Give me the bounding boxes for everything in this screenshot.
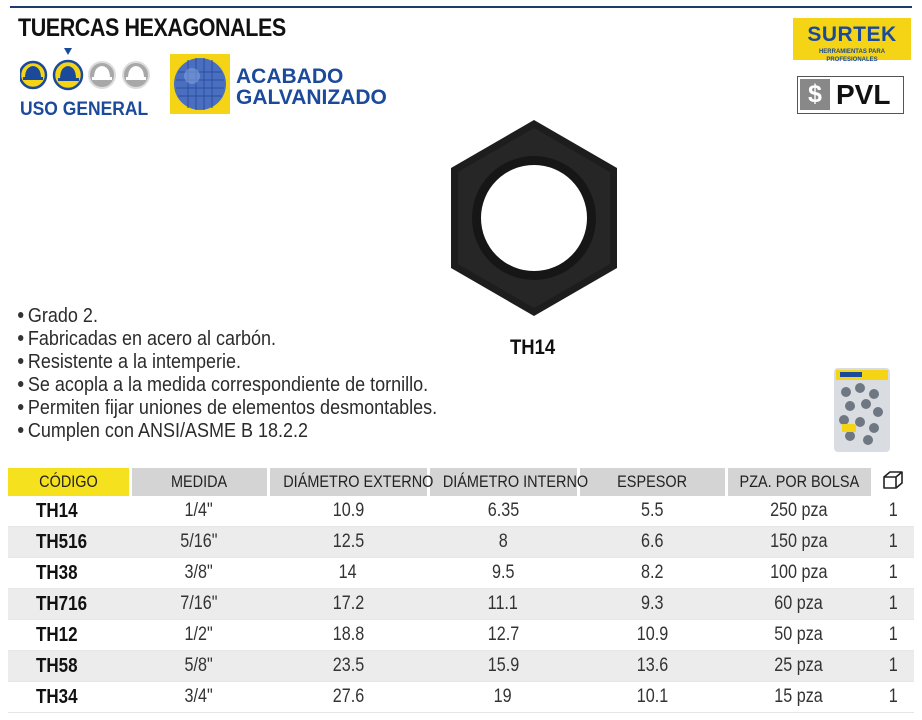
- feature-item: Resistente a la intemperie.: [18, 351, 437, 374]
- table-row: TH34 3/4" 27.6 19 10.1 15 pza 1: [8, 682, 914, 713]
- feature-list: [18, 305, 484, 443]
- price-list-badge: [797, 76, 904, 114]
- table-row: TH12 1/2" 18.8 12.7 10.9 50 pza 1: [8, 620, 914, 651]
- table-row: TH14 1/4" 10.9 6.35 5.5 250 pza 1: [8, 496, 914, 527]
- brand-tagline: HERRAMIENTAS PARA PROFESIONALES: [818, 49, 886, 63]
- feature-item: Cumplen con ANSI/ASME B 18.2.2: [18, 420, 437, 443]
- specs-table: [8, 468, 916, 713]
- brand-logo: [793, 18, 911, 63]
- feature-item: Se acopla a la medida correspondiente de tornillo.: [18, 374, 437, 397]
- bag-package-icon: [830, 366, 894, 454]
- usage-label: USO GENERAL: [20, 99, 149, 120]
- price-list-label: PVL: [836, 79, 891, 110]
- column-header-external-diameter: DIÁMETRO EXTERNO: [268, 468, 428, 496]
- column-header-thickness: ESPESOR: [578, 468, 726, 496]
- column-header-code: CÓDIGO: [8, 468, 130, 496]
- hex-nut-icon: [445, 118, 623, 318]
- column-header-internal-diameter: DIÁMETRO INTERNO: [428, 468, 578, 496]
- brand-name: SURTEK: [807, 23, 897, 46]
- column-header-pieces-per-bag: PZA. POR BOLSA: [726, 468, 872, 496]
- selected-marker-icon: [64, 48, 72, 55]
- product-code: TH14: [510, 336, 556, 359]
- finish-label: [236, 66, 387, 108]
- feature-item: Grado 2.: [18, 305, 437, 328]
- hardhat-yellow-icon: [20, 62, 46, 88]
- dollar-icon: $: [800, 79, 830, 110]
- galvanized-finish-icon: [170, 54, 230, 114]
- page-title: TUERCAS HEXAGONALES: [18, 14, 286, 42]
- table-row: TH58 5/8" 23.5 15.9 13.6 25 pza 1: [8, 651, 914, 682]
- table-row: TH516 5/16" 12.5 8 6.6 150 pza 1: [8, 527, 914, 558]
- hardhat-gray-icon: [89, 62, 115, 88]
- finish-line-2: GALVANIZADO: [236, 86, 387, 109]
- hardhat-gray-icon: [123, 62, 149, 88]
- feature-item: Permiten fijar uniones de elementos desmontables.: [18, 397, 437, 420]
- column-header-size: MEDIDA: [130, 468, 268, 496]
- hardhat-yellow-selected-icon: [54, 61, 82, 89]
- table-row: TH38 3/8" 14 9.5 8.2 100 pza 1: [8, 558, 914, 589]
- table-header-row: [8, 468, 914, 496]
- table-row: TH716 7/16" 17.2 11.1 9.3 60 pza 1: [8, 589, 914, 620]
- finish-line-1: ACABADO: [236, 65, 344, 88]
- feature-item: Fabricadas en acero al carbón.: [18, 328, 437, 351]
- header-rule: [10, 6, 912, 8]
- box-icon: [872, 468, 914, 496]
